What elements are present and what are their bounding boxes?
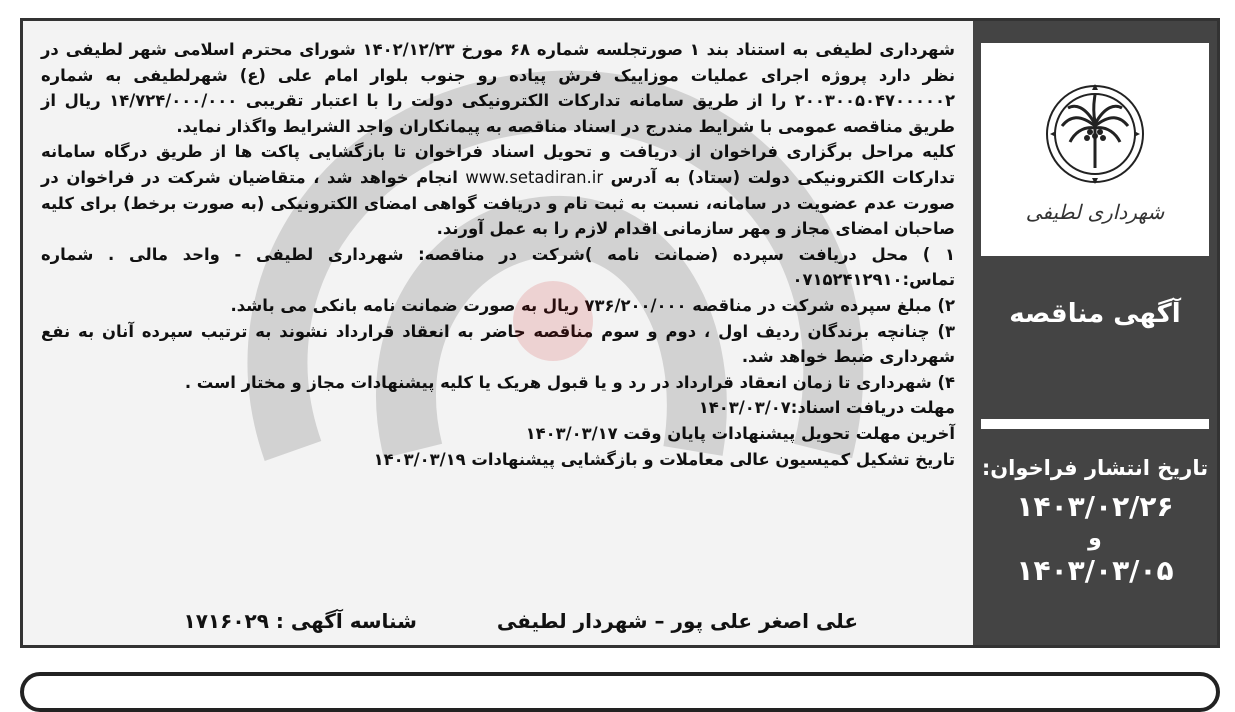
publish-date-conjunction: و bbox=[1088, 526, 1102, 551]
clause-2: ۲) مبلغ سپرده شرکت در مناقصه ۷۳۶/۲۰۰/۰۰۰ ریال به صورت ضمانت نامه بانکی می باشد. bbox=[230, 295, 955, 315]
logo-caption: شهرداری لطیفی bbox=[1025, 199, 1165, 224]
signature-row bbox=[23, 603, 973, 639]
publish-label: تاریخ انتشار فراخوان: bbox=[981, 456, 1209, 480]
commission-date: تاریخ تشکیل کمیسیون عالی معاملات و بازگشایی پیشنهادات ۱۴۰۳/۰۳/۱۹ bbox=[373, 449, 955, 469]
paragraph-intro: شهرداری لطیفی به استناد بند ۱ صورتجلسه شماره ۶۸ مورخ ۱۴۰۲/۱۲/۲۳ شورای محترم اسلامی شهر لطیفی در نظر دارد پروژه اجرای عملیات موزاییک فرش پیاده رو جنوب بلوار امام علی (ع) شهرلطیفی به شماره ۲۰۰۳۰۰۵۰۴۷۰۰۰۰۰۲ را از طریق سامانه تدارکات الکترونیکی دولت را با اعتبار تقریبی ۱۴/۷۲۴/۰۰۰/۰۰۰ ریال از طریق مناقصه عمومی با شرایط مندرج در اسناد مناقصه به پیمانکاران واجد الشرایط واگذار نماید. bbox=[41, 40, 955, 136]
signatory: علی اصغر علی پور – شهردار لطیفی bbox=[496, 609, 858, 633]
procedure-text-a: کلیه مراحل برگزاری فراخوان از دریافت و تحویل اسناد فراخوان تا بازگشایی پاکت ها از طریق درگاه سامانه تدارکات الکترونیکی دولت (ستاد) به آدرس bbox=[41, 142, 956, 187]
procedure-text-b: انجام خواهد شد ، متقاضیان شرکت در فراخوان در صورت عدم عضویت در سامانه، نسبت به ثبت نام و دریافت گواهی امضای الکترونیکی (به صورت برخط) برای کلیه صاحبان امضای مجاز و مهر سازمانی اقدام لازم را به عمل آورند. bbox=[41, 167, 955, 239]
sidebar-divider bbox=[981, 419, 1209, 429]
notice-body bbox=[23, 21, 973, 645]
deadline-documents: مهلت دریافت اسناد:۱۴۰۳/۰۳/۰۷ bbox=[698, 398, 955, 418]
clause-3: ۳) چنانچه برندگان ردیف اول ، دوم و سوم مناقصه حاضر به انعقاد قرارداد نشوند به ترتیب سپرده آنان به نفع شهرداری ضبط خواهد شد. bbox=[41, 321, 955, 367]
notice-frame bbox=[20, 18, 1220, 648]
deadline-submission: آخرین مهلت تحویل پیشنهادات پایان وقت ۱۴۰۳/۰۳/۱۷ bbox=[525, 423, 955, 443]
ad-id: شناسه آگهی : ۱۷۱۶۰۲۹ bbox=[183, 609, 417, 633]
publish-date-1: ۱۴۰۳/۰۲/۲۶ bbox=[1016, 490, 1174, 523]
notice-title: آگهی مناقصه bbox=[1009, 299, 1181, 329]
publish-dates bbox=[973, 456, 1217, 590]
notice-sidebar bbox=[973, 21, 1217, 645]
palm-emblem-icon bbox=[1040, 76, 1150, 196]
paragraph-procedure bbox=[41, 139, 955, 241]
next-notice-border bbox=[20, 672, 1220, 712]
municipality-logo bbox=[981, 43, 1209, 256]
publish-date-2: ۱۴۰۳/۰۳/۰۵ bbox=[1016, 554, 1174, 587]
clause-4: ۴) شهرداری تا زمان انعقاد قرارداد در رد و یا قبول هریک یا کلیه پیشنهادات مجاز و مختار است . bbox=[184, 372, 955, 392]
clause-1: ۱ ) محل دریافت سپرده (ضمانت نامه )شرکت در مناقصه: شهرداری لطیفی - واحد مالی . شماره تماس:۰۷۱۵۲۴۱۲۹۱۰ bbox=[41, 244, 955, 290]
notice-text bbox=[41, 37, 955, 472]
setadiran-link[interactable]: www.setadiran.ir bbox=[465, 167, 604, 187]
